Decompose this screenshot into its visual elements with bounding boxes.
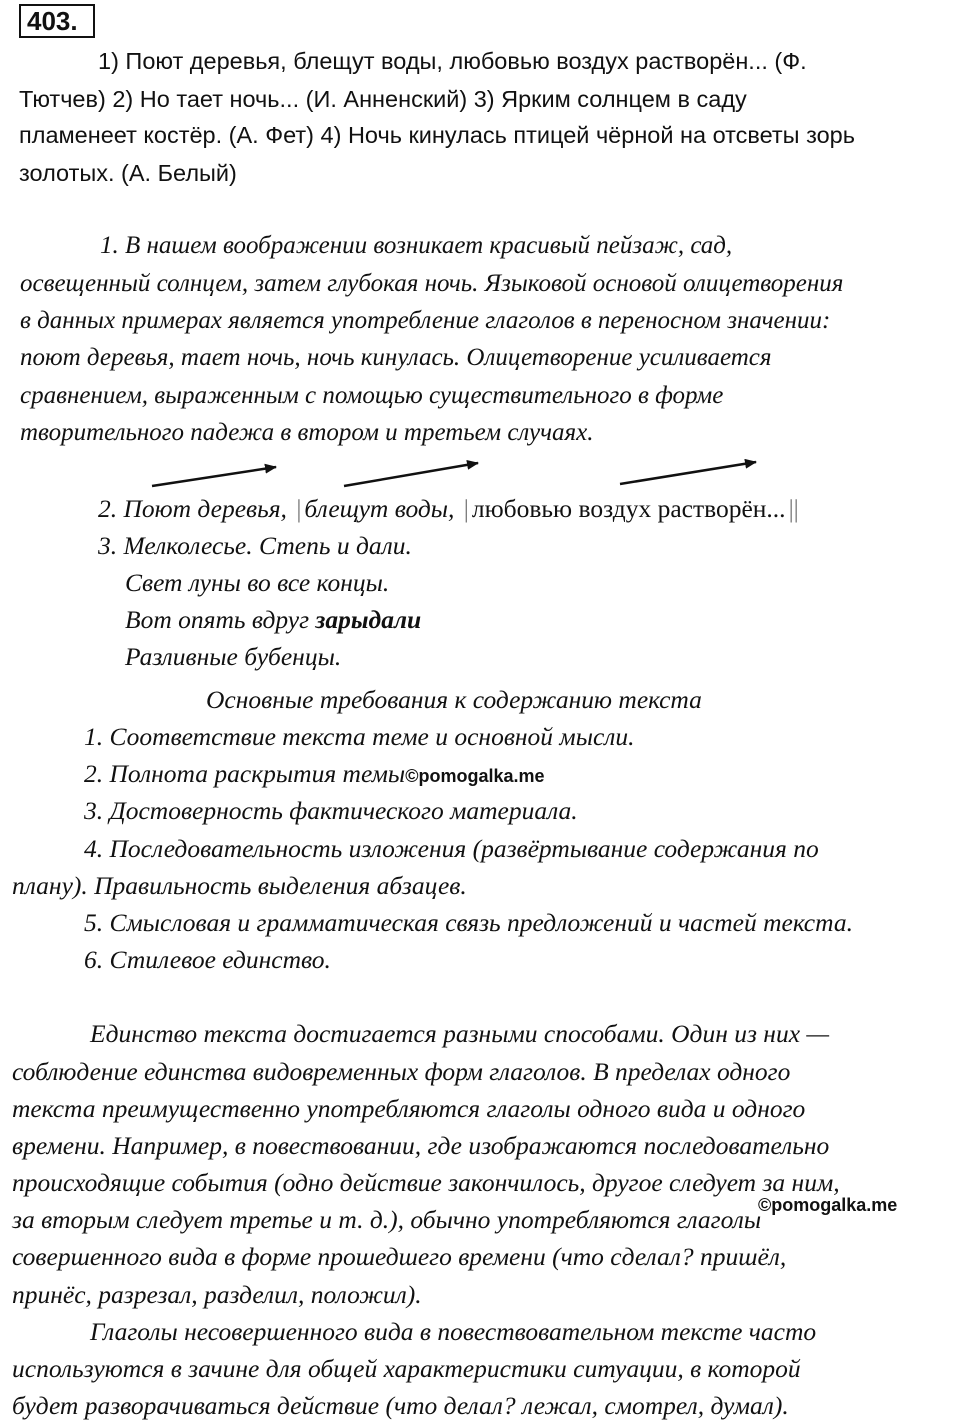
unity-line-2: соблюдение единства видовременных форм глаголов. В пределах одного [12, 1057, 791, 1086]
watermark-1: ©pomogalka.me [405, 766, 545, 786]
task-line-2: Тютчев) 2) Но тает ночь... (И. Анненский) 3) Ярким солнцем в саду [19, 86, 747, 112]
requirement-4b: плану). Правильность выделения абзацев. [12, 871, 467, 900]
poem-line-1: 3. Мелколесье. Степь и дали. [98, 531, 412, 560]
unity-line-6: за вторым следует третье и т. д.), обычно употребляются глаголы [12, 1205, 762, 1234]
unity-line-7: совершенного вида в форме прошедшего времени (что сделал? пришёл, [12, 1242, 787, 1271]
answer1-line-3: в данных примерах является употребление глаголов в переносном значении: [20, 307, 831, 334]
requirement-4a: 4. Последовательность изложения (развёртывание содержания по [84, 834, 819, 863]
task-line-4: золотых. (А. Белый) [19, 160, 237, 186]
imperfective-line-3: будет разворачиваться действие (что делал? лежал, смотрел, думал). [12, 1391, 789, 1420]
answer2-part2: блещут воды, [304, 494, 455, 523]
answer2-part3: любовью воздух растворён... [471, 494, 786, 523]
arrow-1 [152, 467, 276, 486]
task-line-1: 1) Поют деревья, блещут воды, любовью воздух растворён... (Ф. [98, 48, 807, 74]
poem-bold-word: зарыдали [315, 605, 422, 634]
unity-line-8: принёс, разрезал, разделил, положил). [12, 1280, 422, 1309]
poem-line-3 [125, 601, 421, 638]
poem-line-2: Свет луны во все концы. [125, 568, 390, 597]
answer1-line-4: поют деревья, тает ночь, ночь кинулась. Олицетворение усиливается [20, 344, 772, 371]
imperfective-line-1: Глаголы несовершенного вида в повествовательном тексте часто [90, 1317, 817, 1346]
arrow-2 [344, 463, 478, 486]
poem-line-4: Разливные бубенцы. [125, 642, 342, 671]
watermark-2: ©pomogalka.me [758, 1195, 898, 1215]
answer1-line-1: 1. В нашем воображении возникает красивый пейзаж, сад, [100, 232, 733, 259]
answer1-line-5: сравнением, выраженным с помощью существительного в форме [20, 382, 724, 409]
poem-line-3-prefix: Вот опять вдруг [125, 605, 310, 634]
task-line-3: пламенеет костёр. (А. Фет) 4) Ночь кинулась птицей чёрной на отсветы зорь [19, 122, 855, 148]
separator-end: || [788, 494, 799, 523]
unity-line-3: текста преимущественно употребляются глаголы одного вида и одного [12, 1094, 806, 1123]
separator-1: | [296, 494, 302, 523]
answer1-line-6: творительного падежа в втором и третьем случаях. [20, 419, 594, 446]
unity-line-4: времени. Например, в повествовании, где изображаются последовательно [12, 1131, 830, 1160]
answer1-line-2: освещенный солнцем, затем глубокая ночь. Языковой основой олицетворения [20, 270, 844, 297]
separator-2: | [463, 494, 469, 523]
arrow-3 [620, 462, 756, 484]
unity-line-1: Единство текста достигается разными способами. Один из них — [90, 1019, 830, 1048]
answer2-prefix: 2. Поют деревья, [98, 494, 287, 523]
requirement-2-line [84, 755, 545, 795]
requirement-1: 1. Соответствие текста теме и основной мысли. [84, 722, 635, 751]
requirement-2: 2. Полнота раскрытия темы [84, 759, 406, 788]
imperfective-line-2: используются в зачине для общей характеристики ситуации, в которой [12, 1354, 801, 1383]
requirement-6: 6. Стилевое единство. [84, 945, 331, 974]
requirement-5: 5. Смысловая и грамматическая связь предложений и частей текста. [84, 908, 853, 937]
requirement-3: 3. Достоверность фактического материала. [84, 796, 578, 825]
task-number: 403. [19, 4, 95, 38]
requirements-title: Основные требования к содержанию текста [206, 685, 702, 714]
answer2-line [98, 490, 802, 527]
unity-line-5: происходящие события (одно действие закончилось, другое следует за ним, [12, 1168, 840, 1197]
